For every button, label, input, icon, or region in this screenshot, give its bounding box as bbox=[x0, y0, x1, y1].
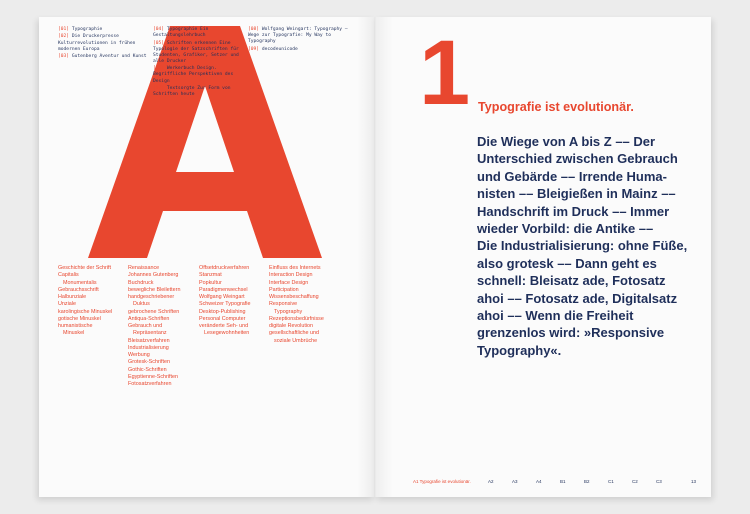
summary-line: schnell: Bleisatz ade, Fotosatz bbox=[477, 273, 666, 289]
toc-entry bbox=[58, 54, 148, 60]
glossary-term: Unziale bbox=[58, 301, 76, 308]
toc-column-3 bbox=[248, 27, 348, 54]
glossary-term: veränderte Seh- und bbox=[199, 323, 249, 329]
glossary-term: Capitalis bbox=[58, 272, 79, 279]
glossary-term: Interface Design bbox=[269, 279, 309, 286]
toc-entry-title: Die Druckerpresse Kulturrevolutionen in frühen modernen Europa bbox=[58, 34, 136, 52]
glossary-term: Responsive bbox=[269, 301, 298, 308]
toc-column-2 bbox=[153, 27, 245, 100]
glossary-term: Personal Computer bbox=[199, 315, 246, 322]
glossary-term: Paradigmenwechsel bbox=[199, 286, 248, 293]
left-page bbox=[39, 17, 375, 497]
glossary-term: handgeschriebener bbox=[128, 294, 175, 300]
glossary-term: Offsetdruckverfahren bbox=[199, 265, 250, 271]
toc-entry-title: Typographie Ein Gestaltungslehrbuch bbox=[153, 27, 209, 39]
glossary-term: Industrialisierung bbox=[128, 344, 169, 351]
glossary-term: Gebrauch und bbox=[128, 323, 163, 329]
glossary-term: Wissensbeschaffung bbox=[269, 294, 319, 300]
glossary-term: Minuskel bbox=[63, 330, 85, 337]
glossary-term: Participation bbox=[269, 286, 299, 293]
glossary-term: humanistische bbox=[58, 323, 93, 329]
right-page bbox=[375, 17, 711, 497]
summary-line: ahoi –– Fotosatz ade, Digitalsatz bbox=[477, 290, 678, 306]
toc-entry-title: Werkerbuch Design. Begriffliche Perspektiven des Design bbox=[153, 66, 234, 84]
toc-entry bbox=[153, 66, 245, 84]
toc-entry-title: Gutenberg Aventur und Kunst bbox=[71, 54, 147, 60]
glossary-term: Stanzmat bbox=[199, 272, 222, 279]
toc-entry-title: Schriften erkennen Eine Typologie der Satzschriften für Studenten, Grafiker, Setzer und alle Drucker bbox=[153, 40, 239, 64]
toc-entry bbox=[153, 27, 245, 39]
glossary-term: Rezeptionsbedürfnisse bbox=[269, 315, 324, 322]
summary-line: Die Industrialisierung: ohne Füße, bbox=[477, 238, 688, 254]
glossary-term: Duktus bbox=[133, 301, 150, 308]
glossary-term: Gothic-Schriften bbox=[128, 366, 167, 373]
toc-entry bbox=[248, 27, 348, 45]
glossary-term: digitale Revolution bbox=[269, 323, 314, 329]
glossary-term: Popkultur bbox=[199, 279, 222, 286]
summary-line: Typography«. bbox=[477, 342, 562, 358]
glossary-term: Gebrauchsschrift bbox=[58, 286, 99, 293]
glossary-term: gotische Minuskel bbox=[58, 315, 101, 322]
glossary-term: karolingische Minuskel bbox=[58, 308, 113, 315]
chapter-title: Typografie ist evolutionär. bbox=[478, 100, 634, 114]
summary-line: nisten –– Bleigießen in Mainz –– bbox=[477, 186, 676, 202]
glossary-term: Halbunziale bbox=[58, 294, 87, 300]
toc-entry bbox=[153, 41, 245, 65]
summary-line: grenzenlos wird: »Responsive bbox=[477, 325, 665, 341]
toc-entry-title: Wolfgang Weingart: Typography – Wege zur Typografie: My Way to Typography bbox=[248, 27, 348, 45]
toc-entry-title: Typographie bbox=[71, 27, 103, 32]
toc-entry-number: [03] bbox=[58, 54, 70, 60]
summary-line: wieder Vorbild: die Antike –– bbox=[477, 221, 654, 237]
footer-section-item: A3 bbox=[512, 479, 518, 484]
toc-entry-number: [08] bbox=[248, 27, 260, 32]
glossary-term: Fotosatzverfahren bbox=[128, 381, 172, 387]
glossary-term: Johannes Gutenberg bbox=[128, 272, 179, 279]
glossary-term: Lesegewohnheiten bbox=[204, 330, 250, 337]
glossary-term: Interaction Design bbox=[269, 272, 313, 279]
summary-line: und Gebärde –– Irrende Huma- bbox=[477, 168, 667, 184]
book-spread bbox=[39, 17, 711, 497]
footer-active-section: A1 Typografie ist evolutionär. bbox=[413, 479, 471, 484]
footer-section-item: C3 bbox=[656, 479, 662, 484]
glossary-term: Egyptienne-Schriften bbox=[128, 373, 179, 380]
glossary-term: Einfluss des Internets bbox=[269, 265, 321, 271]
footer-section-item: A2 bbox=[488, 479, 494, 484]
glossary-term: Monumentalis bbox=[63, 279, 97, 286]
toc-entry bbox=[248, 47, 348, 53]
glossary-term: Typography bbox=[274, 308, 303, 315]
toc-entry bbox=[58, 27, 148, 33]
glossary-term: Wolfgang Weingart bbox=[199, 294, 245, 300]
toc-entry-title: decodeunicode bbox=[261, 46, 298, 52]
chapter-numeral: 1 bbox=[419, 22, 468, 124]
glossary-column-4 bbox=[269, 265, 365, 345]
glossary-term: gebrochene Schriften bbox=[128, 308, 180, 315]
summary-line: Die Wiege von A bis Z –– Der bbox=[477, 134, 656, 149]
footer-section-item: B2 bbox=[584, 479, 590, 484]
glossary-term: Bleisatzverfahren bbox=[128, 337, 170, 344]
toc-entry-title: Textsorgte Zur Form von Schriften heute bbox=[153, 86, 231, 98]
toc-column-1 bbox=[58, 27, 148, 62]
chapter-summary bbox=[477, 133, 705, 359]
toc-entry-number: [05] bbox=[153, 40, 165, 46]
toc-entry-number: [06] bbox=[153, 66, 165, 72]
toc-entry bbox=[58, 34, 148, 52]
glossary-term: Desktop-Publishing bbox=[199, 308, 246, 315]
glossary-term: Schweizer Typografie bbox=[199, 301, 251, 308]
toc-entry-number: [01] bbox=[58, 27, 70, 32]
book-gutter-shadow bbox=[357, 17, 393, 497]
glossary-term: bewegliche Bleilettern bbox=[128, 286, 181, 293]
toc-entry bbox=[153, 86, 245, 98]
summary-line: also grotesk –– Dann geht es bbox=[477, 255, 657, 271]
toc-entry-number: [02] bbox=[58, 34, 70, 40]
summary-line: Unterschied zwischen Gebrauch bbox=[477, 151, 678, 167]
glossary-term: Antiqua-Schriften bbox=[128, 315, 170, 322]
footer-section-item: A4 bbox=[536, 479, 542, 484]
glossary-term: Buchdruck bbox=[128, 279, 154, 286]
glossary-term: Geschichte der Schrift bbox=[58, 265, 112, 271]
toc-entry-number: [04] bbox=[153, 27, 165, 32]
glossary-term: Repräsentanz bbox=[133, 330, 167, 337]
page-number: 13 bbox=[691, 479, 697, 484]
footer-section-item: C2 bbox=[632, 479, 638, 484]
glossary-term: gesellschaftliche und bbox=[269, 330, 320, 337]
toc-entry-number: [07] bbox=[153, 86, 165, 92]
toc-entry-number: [09] bbox=[248, 46, 260, 52]
summary-line: ahoi –– Wenn die Freiheit bbox=[477, 308, 634, 324]
glossary-term: Renaissance bbox=[128, 265, 160, 271]
footer-section-item: C1 bbox=[608, 479, 614, 484]
glossary-term: Werbung bbox=[128, 352, 150, 358]
footer-section-item: B1 bbox=[560, 479, 566, 484]
glossary-term: soziale Umbrüche bbox=[274, 337, 318, 344]
summary-line: Handschrift im Druck –– Immer bbox=[477, 203, 670, 219]
glossary-term: Grotesk-Schriften bbox=[128, 359, 170, 366]
